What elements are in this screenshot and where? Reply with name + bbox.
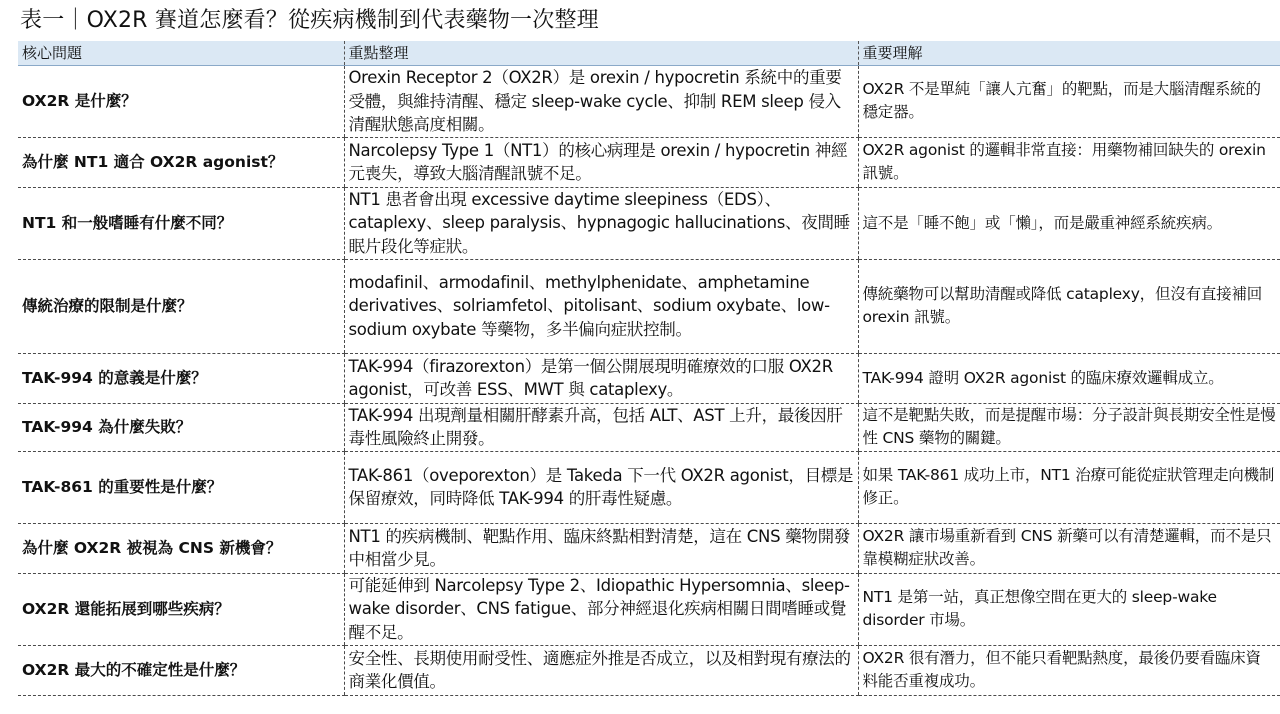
header-key-points: 重點整理 bbox=[344, 41, 858, 66]
question-cell: OX2R 還能拓展到哪些疾病？ bbox=[18, 573, 344, 645]
key-points-cell: 安全性、長期使用耐受性、適應症外推是否成立，以及相對現有療法的商業化價值。 bbox=[344, 645, 858, 695]
table-row bbox=[18, 573, 1280, 645]
question-cell: 為什麼 NT1 適合 OX2R agonist？ bbox=[18, 137, 344, 187]
key-points-cell: 可能延伸到 Narcolepsy Type 2、Idiopathic Hypersomnia、sleep-wake disorder、CNS fatigue、部分神經退化疾病相關日間嗜睡或覺醒不足。 bbox=[344, 573, 858, 645]
insight-cell: 這不是靶點失敗，而是提醒市場：分子設計與長期安全性是慢性 CNS 藥物的關鍵。 bbox=[858, 403, 1280, 451]
question-cell: NT1 和一般嗜睡有什麼不同？ bbox=[18, 187, 344, 259]
summary-table bbox=[18, 41, 1280, 696]
key-points-cell: TAK-994 出現劑量相關肝酵素升高，包括 ALT、AST 上升，最後因肝毒性風險終止開發。 bbox=[344, 403, 858, 451]
insight-cell: OX2R 很有潛力，但不能只看靶點熱度，最後仍要看臨床資料能否重複成功。 bbox=[858, 645, 1280, 695]
header-key-insight: 重要理解 bbox=[858, 41, 1280, 66]
table-row bbox=[18, 645, 1280, 695]
question-cell: OX2R 最大的不確定性是什麼？ bbox=[18, 645, 344, 695]
key-points-cell: Orexin Receptor 2（OX2R）是 orexin / hypocretin 系統中的重要受體，與維持清醒、穩定 sleep-wake cycle、抑制 REM sleep 侵入清醒狀態高度相關。 bbox=[344, 66, 858, 138]
table-title: 表一｜OX2R 賽道怎麼看？從疾病機制到代表藥物一次整理 bbox=[20, 8, 599, 33]
table-row bbox=[18, 523, 1280, 573]
question-cell: 為什麼 OX2R 被視為 CNS 新機會？ bbox=[18, 523, 344, 573]
insight-cell: 這不是「睡不飽」或「懶」，而是嚴重神經系統疾病。 bbox=[858, 187, 1280, 259]
question-cell: TAK-861 的重要性是什麼？ bbox=[18, 451, 344, 523]
header-core-question: 核心問題 bbox=[18, 41, 344, 66]
key-points-cell: TAK-861（oveporexton）是 Takeda 下一代 OX2R agonist，目標是保留療效，同時降低 TAK-994 的肝毒性疑慮。 bbox=[344, 451, 858, 523]
insight-cell: TAK-994 證明 OX2R agonist 的臨床療效邏輯成立。 bbox=[858, 353, 1280, 403]
table-row bbox=[18, 451, 1280, 523]
table-row bbox=[18, 187, 1280, 259]
key-points-cell: modafinil、armodafinil、methylphenidate、amphetamine derivatives、solriamfetol、pitolisant、sodium oxybate、low-sodium oxybate 等藥物，多半偏向症狀控制。 bbox=[344, 259, 858, 353]
insight-cell: 如果 TAK-861 成功上市，NT1 治療可能從症狀管理走向機制修正。 bbox=[858, 451, 1280, 523]
table-row bbox=[18, 353, 1280, 403]
insight-cell: OX2R 讓市場重新看到 CNS 新藥可以有清楚邏輯，而不是只靠模糊症狀改善。 bbox=[858, 523, 1280, 573]
insight-cell: 傳統藥物可以幫助清醒或降低 cataplexy，但沒有直接補回 orexin 訊號。 bbox=[858, 259, 1280, 353]
header-row bbox=[18, 41, 1280, 66]
table-row bbox=[18, 259, 1280, 353]
table-row bbox=[18, 137, 1280, 187]
question-cell: TAK-994 的意義是什麼？ bbox=[18, 353, 344, 403]
table-row bbox=[18, 66, 1280, 138]
table-row bbox=[18, 403, 1280, 451]
question-cell: TAK-994 為什麼失敗？ bbox=[18, 403, 344, 451]
key-points-cell: TAK-994（firazorexton）是第一個公開展現明確療效的口服 OX2R agonist，可改善 ESS、MWT 與 cataplexy。 bbox=[344, 353, 858, 403]
question-cell: OX2R 是什麼？ bbox=[18, 66, 344, 138]
insight-cell: NT1 是第一站，真正想像空間在更大的 sleep-wake disorder 市場。 bbox=[858, 573, 1280, 645]
key-points-cell: Narcolepsy Type 1（NT1）的核心病理是 orexin / hypocretin 神經元喪失，導致大腦清醒訊號不足。 bbox=[344, 137, 858, 187]
key-points-cell: NT1 患者會出現 excessive daytime sleepiness（EDS）、cataplexy、sleep paralysis、hypnagogic hallucinations、夜間睡眠片段化等症狀。 bbox=[344, 187, 858, 259]
key-points-cell: NT1 的疾病機制、靶點作用、臨床終點相對清楚，這在 CNS 藥物開發中相當少見。 bbox=[344, 523, 858, 573]
insight-cell: OX2R agonist 的邏輯非常直接：用藥物補回缺失的 orexin 訊號。 bbox=[858, 137, 1280, 187]
insight-cell: OX2R 不是單純「讓人亢奮」的靶點，而是大腦清醒系統的穩定器。 bbox=[858, 66, 1280, 138]
question-cell: 傳統治療的限制是什麼？ bbox=[18, 259, 344, 353]
